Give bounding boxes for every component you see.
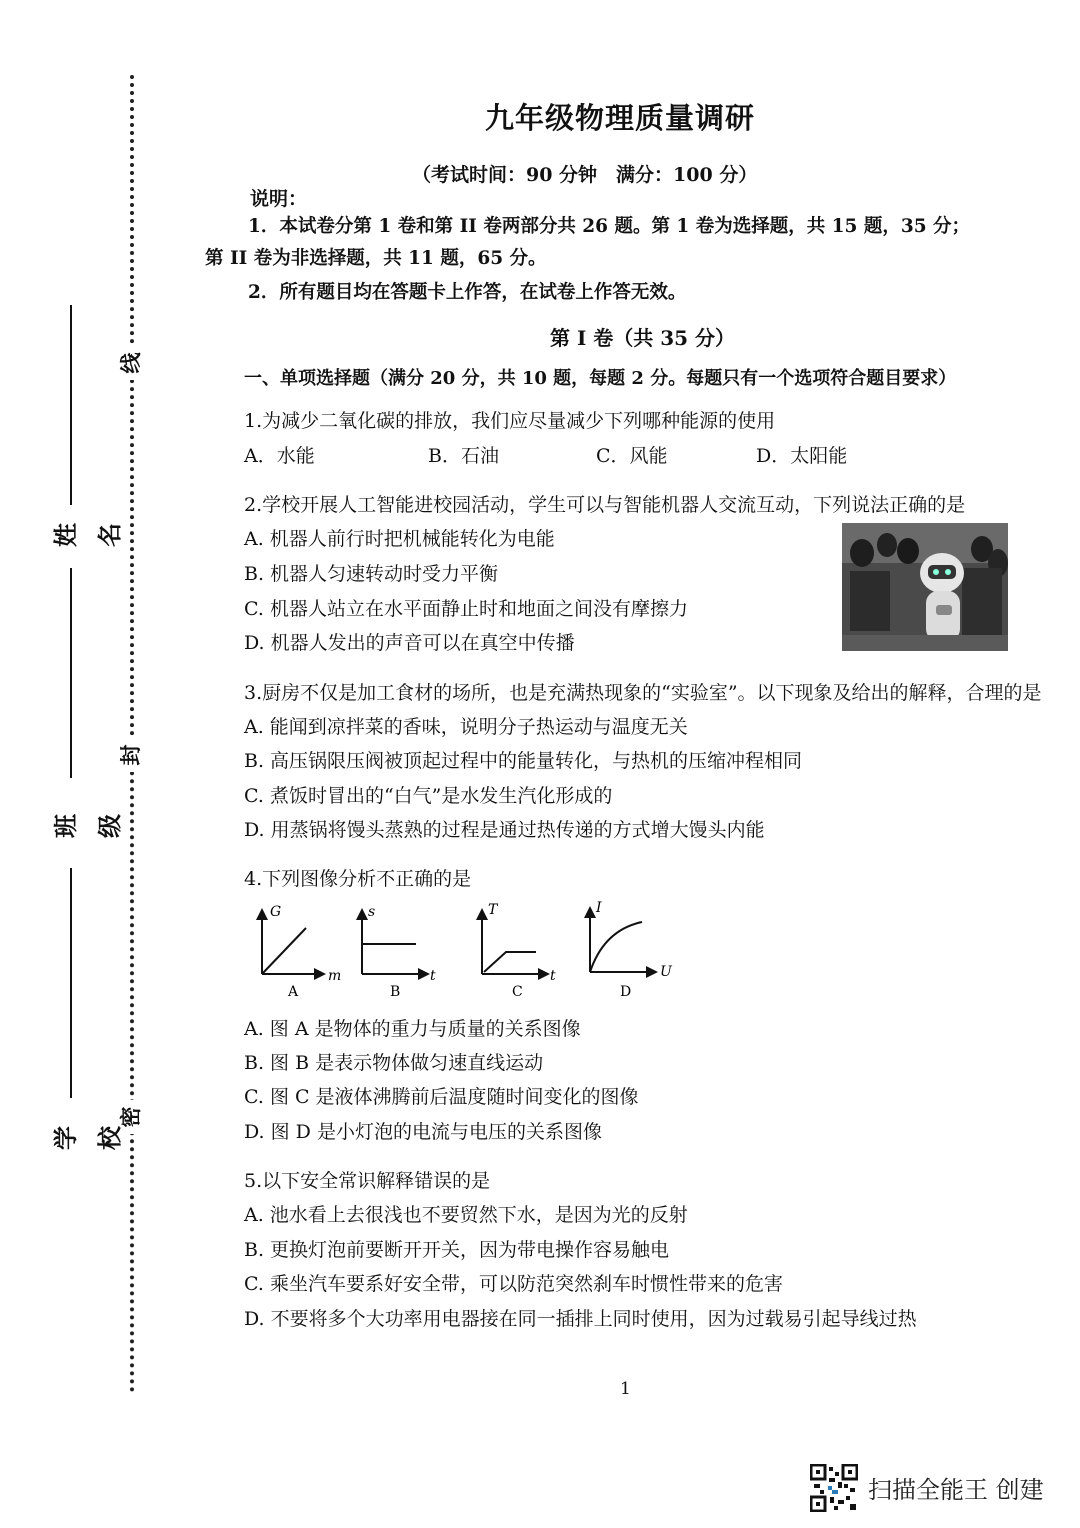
graph-c [482, 902, 556, 1000]
binding-dotted-line [130, 75, 134, 1393]
graph-b [362, 904, 436, 1000]
graph-d-x-label: U [660, 964, 672, 980]
graph-c-x-label: t [550, 968, 556, 984]
question-2-stem: 2.学校开展人工智能进校园活动，学生可以与智能机器人交流互动，下列说法正确的是 [244, 494, 966, 516]
note-2: 2．所有题目均在答题卡上作答，在试卷上作答无效。 [248, 282, 687, 303]
question-5-option-a[interactable]: A. 池水看上去很浅也不要贸然下水，是因为光的反射 [244, 1204, 688, 1226]
part-1-heading: 一、单项选择题（满分 20 分，共 10 题，每题 2 分。每题只有一个选项符合题目要求） [244, 368, 957, 389]
question-2-option-d[interactable]: D. 机器人发出的声音可以在真空中传播 [244, 632, 575, 654]
qr-code-icon [810, 1464, 858, 1512]
class-label: 班级 [51, 814, 124, 838]
graph-a-label: A [288, 984, 299, 1000]
graph-d [590, 900, 673, 1000]
question-3-stem: 3.厨房不仅是加工食材的场所，也是充满热现象的“实验室”。以下现象及给出的解释，合理的是 [244, 682, 1042, 704]
graph-c-label: C [512, 984, 523, 1000]
exam-subtitle: （考试时间：90 分钟 满分：100 分） [412, 164, 758, 186]
question-3-option-b[interactable]: B. 高压锅限压阀被顶起过程中的能量转化，与热机的压缩冲程相同 [244, 750, 803, 772]
question-3-option-d[interactable]: D. 用蒸锅将馒头蒸熟的过程是通过热传递的方式增大馒头内能 [244, 819, 765, 841]
robot-photo [842, 523, 1008, 651]
question-5-option-b[interactable]: B. 更换灯泡前要断开开关，因为带电操作容易触电 [244, 1239, 670, 1261]
question-2-option-a[interactable]: A. 机器人前行时把机械能转化为电能 [244, 528, 555, 550]
note-1-line-2: 第 II 卷为非选择题，共 11 题，65 分。 [205, 248, 547, 269]
seal-word-line: 线 [114, 346, 148, 380]
question-4-option-c[interactable]: C. 图 C 是液体沸腾前后温度随时间变化的图像 [244, 1086, 639, 1108]
notes-heading: 说明： [250, 188, 308, 210]
seal-word-secret: 密 [114, 1100, 148, 1134]
exam-title: 九年级物理质量调研 [484, 101, 755, 135]
question-5-option-d[interactable]: D. 不要将多个大功率用电器接在同一插排上同时使用，因为过载易引起导线过热 [244, 1308, 917, 1330]
scanner-brand: 扫描全能王 创建 [868, 1476, 1044, 1504]
question-1-option-d[interactable]: D．太阳能 [756, 445, 848, 467]
question-5-stem: 5.以下安全常识解释错误的是 [244, 1170, 491, 1192]
graph-d-label: D [620, 984, 632, 1000]
school-label: 学校 [51, 1126, 124, 1150]
question-1-option-a[interactable]: A．水能 [244, 445, 315, 467]
question-2-option-b[interactable]: B. 机器人匀速转动时受力平衡 [244, 563, 499, 585]
seal-word-seal: 封 [114, 738, 148, 772]
graph-b-y-label: s [368, 904, 376, 920]
question-4-option-a[interactable]: A. 图 A 是物体的重力与质量的关系图像 [244, 1018, 581, 1040]
volume-heading: 第 I 卷（共 35 分） [550, 326, 736, 350]
question-2-option-c[interactable]: C. 机器人站立在水平面静止时和地面之间没有摩擦力 [244, 598, 688, 620]
school-blank-line[interactable] [70, 868, 72, 1098]
name-blank-line[interactable] [70, 305, 72, 505]
question-4-option-b[interactable]: B. 图 B 是表示物体做匀速直线运动 [244, 1052, 544, 1074]
graph-c-y-label: T [488, 902, 498, 918]
question-4-graphs [244, 900, 684, 1000]
graph-a-y-label: G [270, 904, 282, 920]
question-3-option-a[interactable]: A. 能闻到凉拌菜的香味，说明分子热运动与温度无关 [244, 716, 688, 738]
graph-b-x-label: t [430, 968, 436, 984]
page-number: 1 [620, 1379, 631, 1399]
class-blank-line[interactable] [70, 568, 72, 778]
name-label: 姓名 [51, 523, 124, 547]
graph-b-label: B [390, 984, 401, 1000]
graph-a [262, 904, 341, 1000]
note-1-line-1: 1．本试卷分第 1 卷和第 II 卷两部分共 26 题。第 1 卷为选择题，共 15 题，35 分； [248, 216, 971, 237]
question-3-option-c[interactable]: C. 煮饭时冒出的“白气”是水发生汽化形成的 [244, 785, 613, 807]
question-1-stem: 1.为减少二氧化碳的排放，我们应尽量减少下列哪种能源的使用 [244, 410, 776, 432]
graph-d-y-label: I [596, 900, 602, 916]
question-4-stem: 4.下列图像分析不正确的是 [244, 868, 472, 890]
question-4-option-d[interactable]: D. 图 D 是小灯泡的电流与电压的关系图像 [244, 1121, 602, 1143]
graph-a-x-label: m [328, 968, 342, 984]
question-1-option-b[interactable]: B．石油 [428, 445, 499, 467]
question-1-option-c[interactable]: C．风能 [596, 445, 668, 467]
question-5-option-c[interactable]: C. 乘坐汽车要系好安全带，可以防范突然刹车时惯性带来的危害 [244, 1273, 783, 1295]
